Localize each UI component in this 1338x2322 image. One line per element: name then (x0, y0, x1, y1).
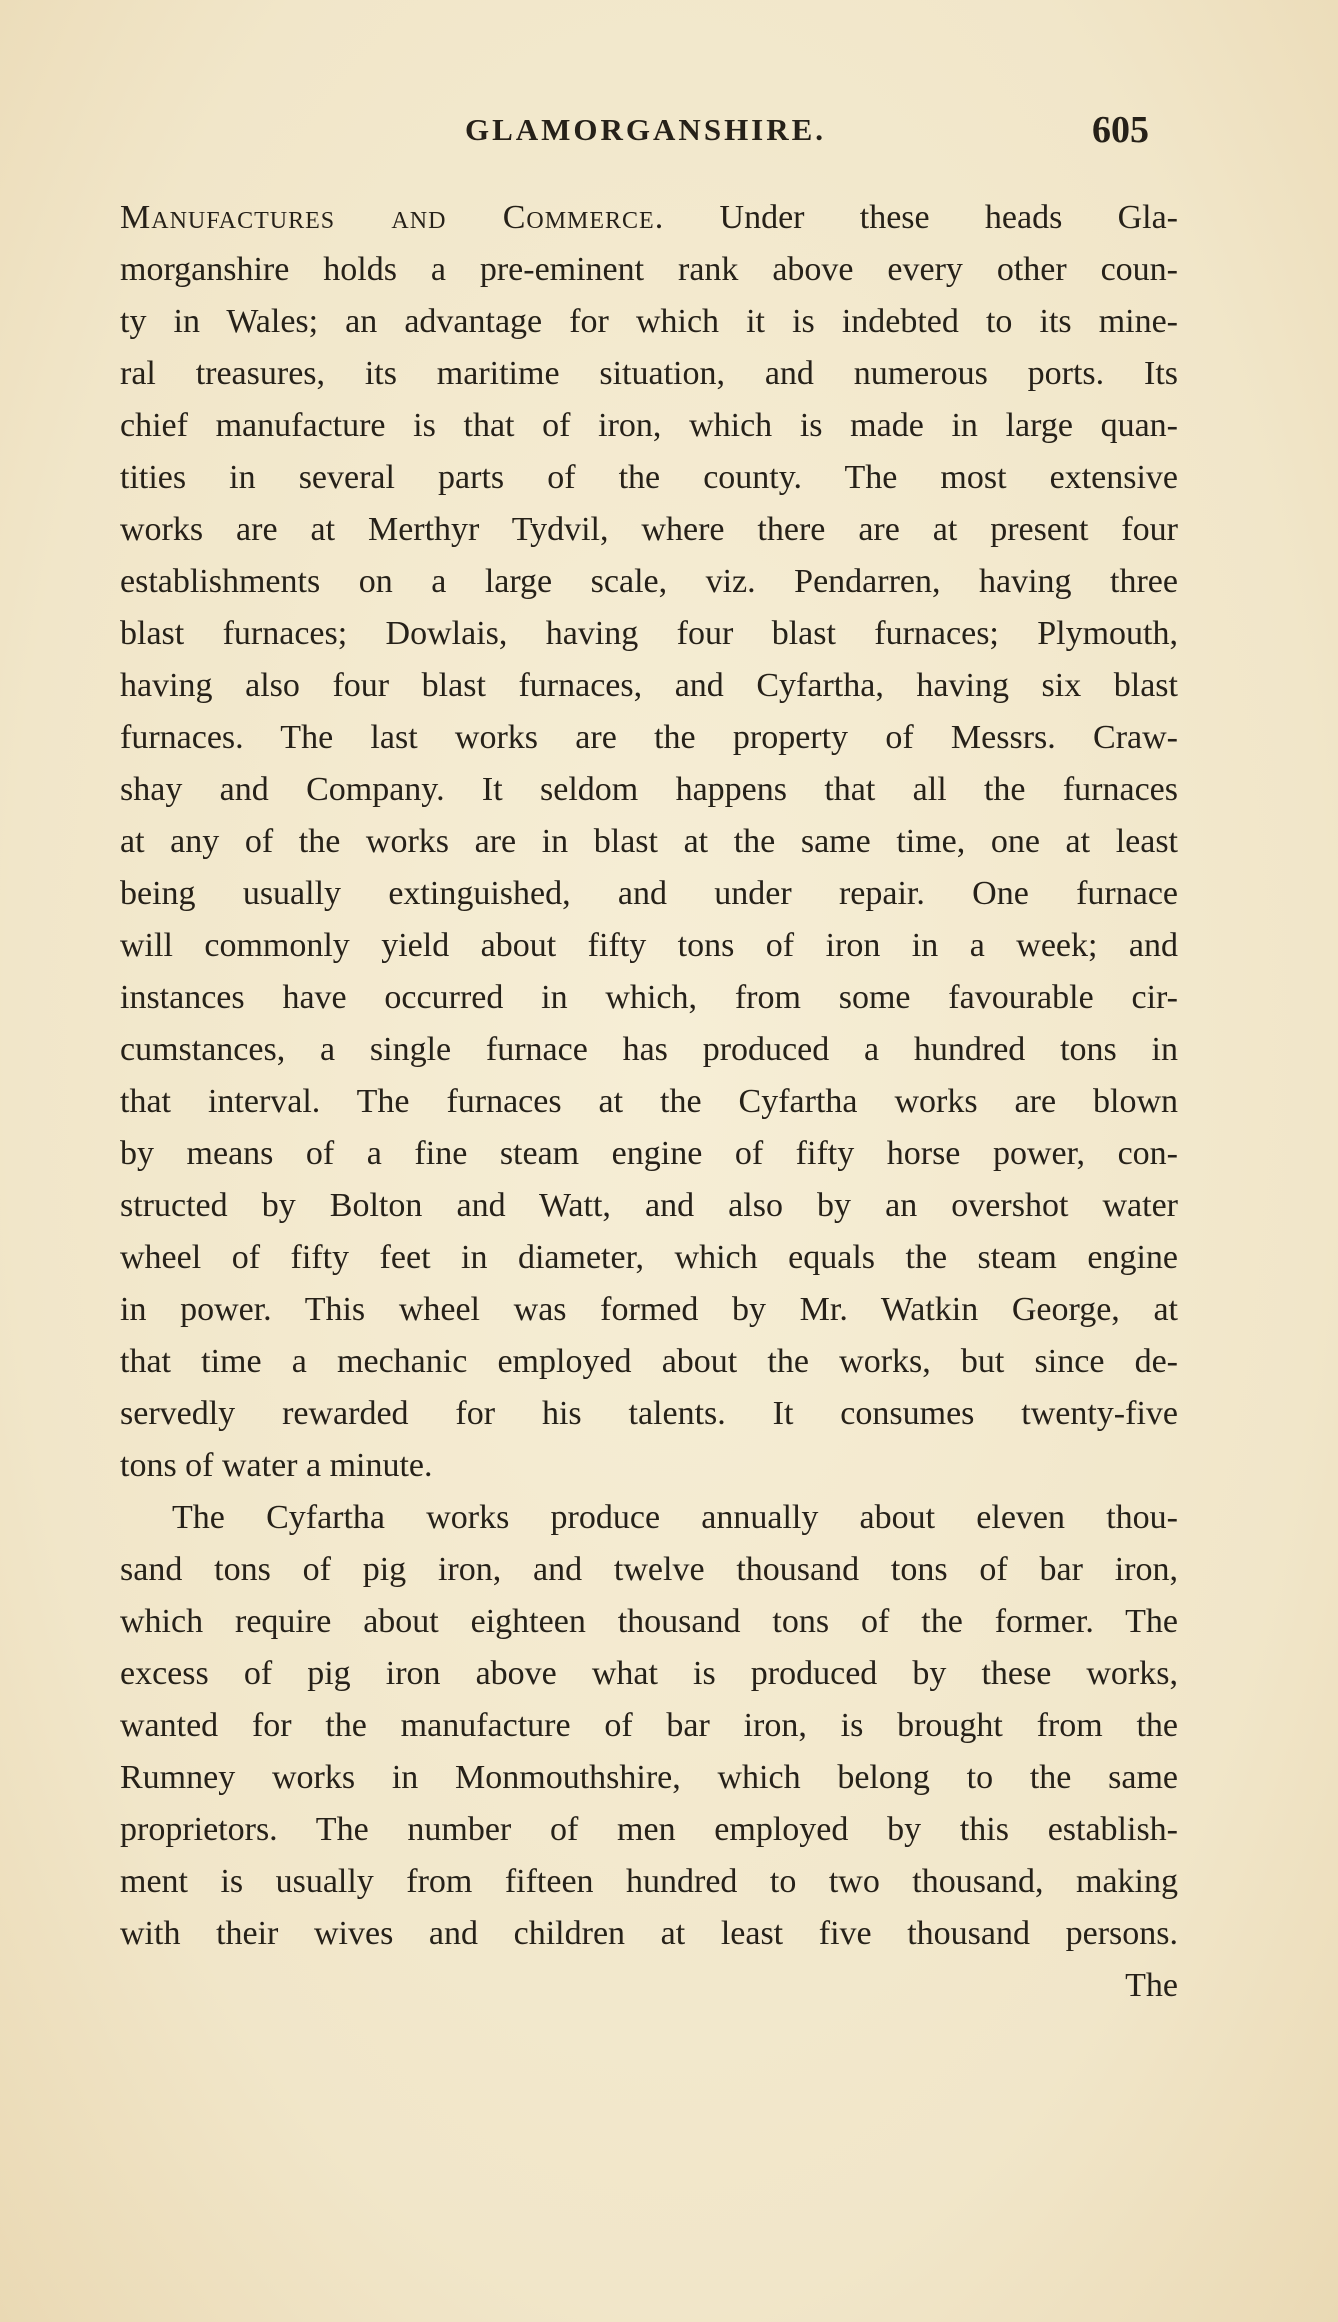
text-line: ty in Wales; an advantage for which it is indebted to its mine- (120, 303, 1178, 340)
text-line: structed by Bolton and Watt, and also by an overshot water (120, 1187, 1178, 1224)
text-line: servedly rewarded for his talents. It consumes twenty-five (120, 1395, 1178, 1432)
text-line: sand tons of pig iron, and twelve thousand tons of bar iron, (120, 1551, 1178, 1588)
text-line: shay and Company. It seldom happens that all the furnaces (120, 771, 1178, 808)
text-line: wheel of fifty feet in diameter, which equals the steam engine (120, 1239, 1178, 1276)
page-number: 605 (1092, 109, 1149, 151)
text-line: at any of the works are in blast at the same time, one at least (120, 823, 1178, 860)
text-line: morganshire holds a pre-eminent rank above every other coun- (120, 251, 1178, 288)
text-line: chief manufacture is that of iron, which is made in large quan- (120, 407, 1178, 444)
text-line: blast furnaces; Dowlais, having four blast furnaces; Plymouth, (120, 615, 1178, 652)
text-line: instances have occurred in which, from some favourable cir- (120, 979, 1178, 1016)
text-line-rest: Under these heads Gla- (719, 199, 1178, 236)
text-line: The Cyfartha works produce annually about eleven thou- (172, 1499, 1178, 1536)
text-line: ral treasures, its maritime situation, and numerous ports. Its (120, 355, 1178, 392)
text-line: in power. This wheel was formed by Mr. Watkin George, at (120, 1291, 1178, 1328)
text-line: will commonly yield about fifty tons of iron in a week; and (120, 927, 1178, 964)
text-line: cumstances, a single furnace has produced a hundred tons in (120, 1031, 1178, 1068)
text-line: having also four blast furnaces, and Cyfartha, having six blast (120, 667, 1178, 704)
text-line: tons of water a minute. (120, 1447, 433, 1484)
text-line (120, 192, 1178, 244)
running-title: GLAMORGANSHIRE. (465, 112, 827, 147)
text-line: excess of pig iron above what is produced by these works, (120, 1655, 1178, 1692)
text-line: tities in several parts of the county. The most extensive (120, 459, 1178, 496)
text-line: proprietors. The number of men employed by this establish- (120, 1811, 1178, 1848)
text-line: wanted for the manufacture of bar iron, is brought from the (120, 1707, 1178, 1744)
text-line: being usually extinguished, and under repair. One furnace (120, 875, 1178, 912)
text-line: furnaces. The last works are the property of Messrs. Craw- (120, 719, 1178, 756)
text-line: establishments on a large scale, viz. Pendarren, having three (120, 563, 1178, 600)
text-line: Rumney works in Monmouthshire, which belong to the same (120, 1759, 1178, 1796)
text-line: by means of a fine steam engine of fifty horse power, con- (120, 1135, 1178, 1172)
catchword: The (1125, 1967, 1178, 2004)
section-heading: Manufactures and Commerce. (120, 199, 665, 236)
text-line: which require about eighteen thousand tons of the former. The (120, 1603, 1178, 1640)
text-line: with their wives and children at least five thousand persons. (120, 1915, 1178, 1952)
text-line: ment is usually from fifteen hundred to two thousand, making (120, 1863, 1178, 1900)
text-line: that time a mechanic employed about the works, but since de- (120, 1343, 1178, 1380)
running-head (0, 109, 1338, 162)
text-line: that interval. The furnaces at the Cyfartha works are blown (120, 1083, 1178, 1120)
text-line: works are at Merthyr Tydvil, where there are at present four (120, 511, 1178, 548)
body-text (120, 192, 1178, 2012)
